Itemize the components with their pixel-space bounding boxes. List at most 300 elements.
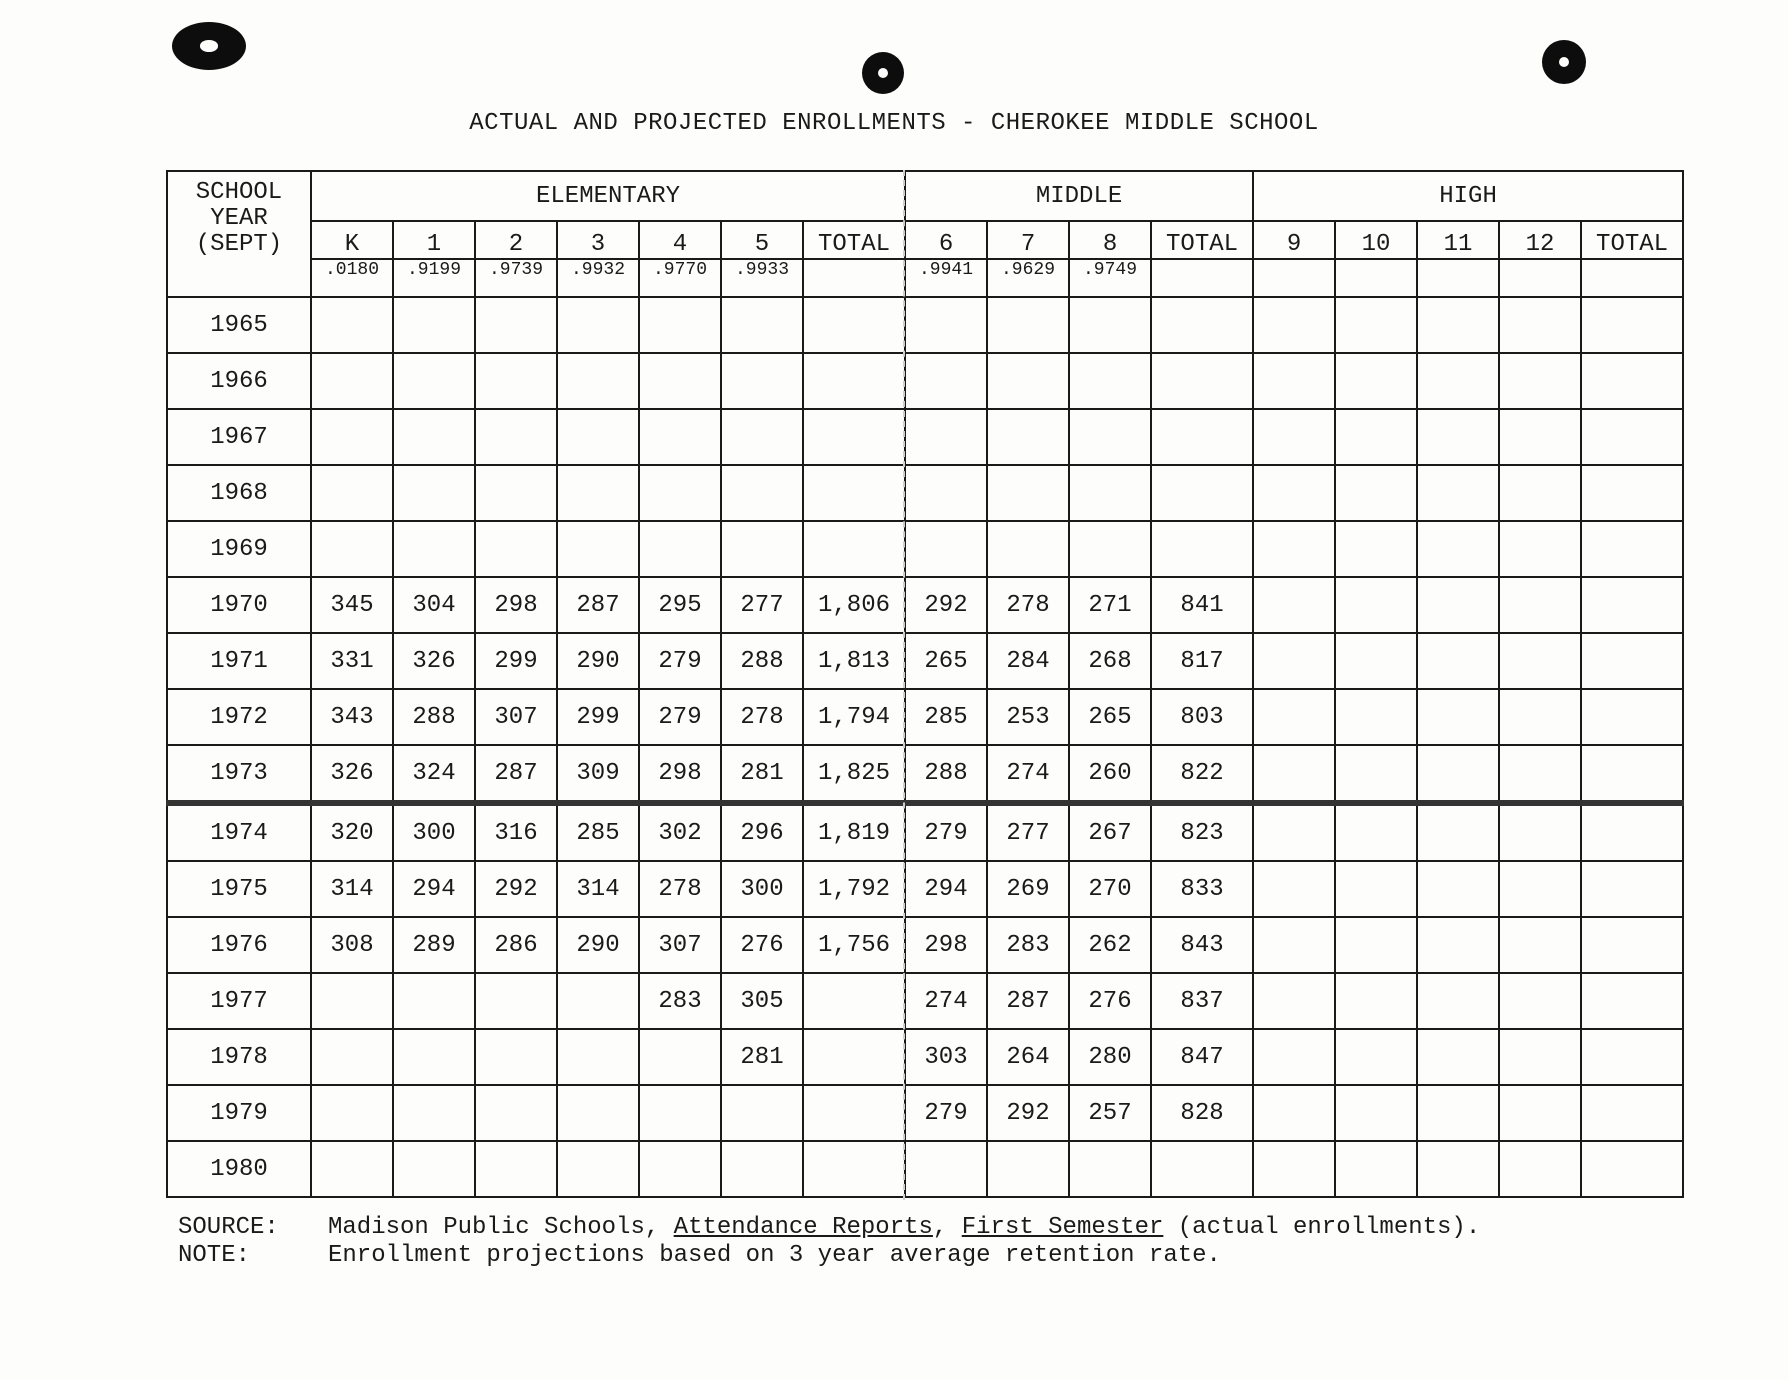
year-cell: 1973 [167,745,311,803]
enrollment-cell: 292 [475,861,557,917]
grade-header: K [311,221,393,259]
enrollment-cell [393,353,475,409]
enrollment-cell [803,973,905,1029]
enrollment-cell [905,297,987,353]
retention-rate: .9739 [475,259,557,297]
enrollment-cell [1253,633,1335,689]
table-row [167,521,1683,577]
enrollment-cell: 803 [1151,689,1253,745]
enrollment-cell: 305 [721,973,803,1029]
table-row [167,917,1683,973]
enrollment-cell [393,465,475,521]
retention-rate: .9770 [639,259,721,297]
year-cell: 1970 [167,577,311,633]
enrollment-cell [987,521,1069,577]
grade-header-row [167,221,1683,259]
enrollment-cell [557,465,639,521]
enrollment-cell [475,521,557,577]
enrollment-cell [803,353,905,409]
table-row [167,353,1683,409]
table-row [167,465,1683,521]
enrollment-cell [721,1141,803,1197]
table-row [167,1029,1683,1085]
enrollment-cell [803,521,905,577]
enrollment-cell: 1,792 [803,861,905,917]
retention-rate [1151,259,1253,297]
enrollment-cell [393,409,475,465]
enrollment-cell [1335,917,1417,973]
grade-header: TOTAL [1581,221,1683,259]
grade-header: 6 [905,221,987,259]
year-cell: 1972 [167,689,311,745]
enrollment-cell [1499,861,1581,917]
enrollment-cell [1581,745,1683,803]
enrollment-cell: 1,756 [803,917,905,973]
enrollment-cell [1417,353,1499,409]
enrollment-cell: 294 [905,861,987,917]
enrollment-cell: 290 [557,917,639,973]
enrollment-cell [639,465,721,521]
enrollment-cell: 277 [987,803,1069,861]
enrollment-cell: 276 [1069,973,1151,1029]
grade-header: 9 [1253,221,1335,259]
enrollment-cell: 299 [475,633,557,689]
enrollment-cell: 326 [393,633,475,689]
enrollment-cell [475,297,557,353]
enrollment-cell: 295 [639,577,721,633]
source-separator: , [932,1214,948,1241]
punch-hole-left [172,22,246,70]
enrollment-cell [987,465,1069,521]
enrollment-cell [1069,521,1151,577]
enrollment-cell [1499,745,1581,803]
enrollment-cell [1335,803,1417,861]
enrollment-cell [1417,577,1499,633]
grade-header: 1 [393,221,475,259]
enrollment-cell [1253,521,1335,577]
enrollment-cell: 841 [1151,577,1253,633]
enrollment-cell [1253,1085,1335,1141]
enrollment-cell [1581,353,1683,409]
enrollment-cell [557,973,639,1029]
enrollment-cell: 285 [905,689,987,745]
source-prefix: Madison Public Schools, [328,1214,660,1241]
enrollment-cell: 265 [905,633,987,689]
retention-rate [803,259,905,297]
table-row [167,409,1683,465]
enrollment-cell: 280 [1069,1029,1151,1085]
group-header-elementary: ELEMENTARY [311,171,905,221]
retention-rate [1253,259,1335,297]
enrollment-cell [1499,577,1581,633]
enrollment-cell: 817 [1151,633,1253,689]
table-row [167,633,1683,689]
retention-rate [1499,259,1581,297]
enrollment-cell: 345 [311,577,393,633]
enrollment-cell [1499,917,1581,973]
enrollment-cell [1253,353,1335,409]
enrollment-cell [1499,803,1581,861]
enrollment-cell [1581,577,1683,633]
enrollment-cell [1335,297,1417,353]
grade-header: 3 [557,221,639,259]
year-cell: 1976 [167,917,311,973]
note-text: Enrollment projections based on 3 year average retention rate. [328,1242,1221,1269]
source-reference-attendance: Attendance Reports [673,1214,933,1241]
enrollment-cell: 298 [905,917,987,973]
enrollment-cell [1069,465,1151,521]
enrollment-cell: 270 [1069,861,1151,917]
enrollment-cell [1417,973,1499,1029]
enrollment-cell: 314 [557,861,639,917]
table-row [167,803,1683,861]
enrollment-cell [1253,409,1335,465]
enrollment-cell: 287 [557,577,639,633]
enrollment-cell [1417,633,1499,689]
enrollment-cell [1581,633,1683,689]
enrollment-cell: 343 [311,689,393,745]
enrollment-cell: 1,825 [803,745,905,803]
enrollment-cell [803,1141,905,1197]
enrollment-cell [1069,409,1151,465]
enrollment-cell: 279 [905,1085,987,1141]
enrollment-cell: 260 [1069,745,1151,803]
grade-header: 5 [721,221,803,259]
year-cell: 1969 [167,521,311,577]
enrollment-cell: 284 [987,633,1069,689]
enrollment-cell [639,1141,721,1197]
enrollment-cell [1335,465,1417,521]
enrollment-cell: 299 [557,689,639,745]
enrollment-cell [1253,861,1335,917]
enrollment-cell [393,1141,475,1197]
retention-rate [1417,259,1499,297]
enrollment-cell [639,409,721,465]
enrollment-cell: 300 [393,803,475,861]
enrollment-cell [557,1141,639,1197]
table-row [167,689,1683,745]
enrollment-cell: 288 [721,633,803,689]
grade-header: 7 [987,221,1069,259]
fold-line [903,170,907,1200]
enrollment-cell [1253,1029,1335,1085]
enrollment-cell [987,1141,1069,1197]
year-cell: 1977 [167,973,311,1029]
enrollment-cell: 307 [475,689,557,745]
enrollment-cell [803,1085,905,1141]
enrollment-cell [475,1029,557,1085]
year-cell: 1966 [167,353,311,409]
enrollment-cell: 264 [987,1029,1069,1085]
enrollment-cell [557,521,639,577]
punch-hole-center [862,52,904,94]
grade-header: 11 [1417,221,1499,259]
enrollment-cell [1253,745,1335,803]
enrollment-cell: 281 [721,745,803,803]
grade-header: TOTAL [1151,221,1253,259]
enrollment-cell [1335,861,1417,917]
source-label: SOURCE: [178,1214,279,1241]
retention-rate: .9629 [987,259,1069,297]
enrollment-cell [393,1029,475,1085]
enrollment-cell: 265 [1069,689,1151,745]
enrollment-cell [311,1029,393,1085]
enrollment-cell [1417,1029,1499,1085]
enrollment-cell: 276 [721,917,803,973]
enrollment-cell [987,353,1069,409]
enrollment-cell: 283 [987,917,1069,973]
enrollment-cell: 279 [905,803,987,861]
source-note [178,1214,1480,1270]
enrollment-cell [1335,521,1417,577]
enrollment-cell: 298 [639,745,721,803]
enrollment-cell [1253,917,1335,973]
enrollment-cell [639,1085,721,1141]
retention-rate [1335,259,1417,297]
enrollment-cell: 298 [475,577,557,633]
enrollment-cell [1581,297,1683,353]
enrollment-cell [1335,1141,1417,1197]
enrollment-cell: 292 [905,577,987,633]
enrollment-cell [1581,861,1683,917]
enrollment-cell [557,1085,639,1141]
table-row [167,745,1683,803]
enrollment-cell [557,353,639,409]
year-cell: 1975 [167,861,311,917]
grade-header: 8 [1069,221,1151,259]
enrollment-cell [311,521,393,577]
enrollment-cell [639,521,721,577]
enrollment-cell: 281 [721,1029,803,1085]
enrollment-cell [1417,745,1499,803]
enrollment-cell: 326 [311,745,393,803]
table-row [167,861,1683,917]
grade-header: 4 [639,221,721,259]
enrollment-cell: 274 [987,745,1069,803]
enrollment-cell: 283 [639,973,721,1029]
enrollment-cell: 292 [987,1085,1069,1141]
enrollment-cell [803,297,905,353]
enrollment-cell: 309 [557,745,639,803]
enrollment-cell [393,521,475,577]
grade-header: 2 [475,221,557,259]
retention-rate [1581,259,1683,297]
enrollment-cell: 304 [393,577,475,633]
enrollment-cell [721,521,803,577]
enrollment-cell [1335,633,1417,689]
group-header-middle: MIDDLE [905,171,1253,221]
enrollment-cell [1151,353,1253,409]
enrollment-cell: 257 [1069,1085,1151,1141]
year-column-header: SCHOOL YEAR (SEPT) [167,171,311,297]
enrollment-cell: 286 [475,917,557,973]
enrollment-cell [721,1085,803,1141]
enrollment-cell [1499,689,1581,745]
enrollment-cell: 828 [1151,1085,1253,1141]
enrollment-cell [475,465,557,521]
enrollment-cell: 262 [1069,917,1151,973]
enrollment-cell: 296 [721,803,803,861]
enrollment-cell [803,1029,905,1085]
enrollment-cell: 1,806 [803,577,905,633]
enrollment-cell: 294 [393,861,475,917]
enrollment-cell: 287 [475,745,557,803]
enrollment-cell [1499,973,1581,1029]
enrollment-cell [721,409,803,465]
enrollment-cell [1417,1141,1499,1197]
enrollment-cell [1581,1085,1683,1141]
enrollment-cell [1151,409,1253,465]
enrollment-cell: 278 [721,689,803,745]
enrollment-cell [475,1085,557,1141]
enrollment-cell [311,1141,393,1197]
enrollment-cell [1581,521,1683,577]
enrollment-cell [1335,577,1417,633]
enrollment-cell [905,521,987,577]
enrollment-cell [1581,917,1683,973]
enrollment-cell: 324 [393,745,475,803]
grade-header: TOTAL [803,221,905,259]
year-cell: 1978 [167,1029,311,1085]
retention-rate: .9932 [557,259,639,297]
enrollment-cell [639,353,721,409]
enrollment-cell [1499,297,1581,353]
enrollment-cell: 308 [311,917,393,973]
enrollment-cell [1581,1029,1683,1085]
enrollment-cell [905,1141,987,1197]
enrollment-cell [1253,1141,1335,1197]
enrollment-cell [803,465,905,521]
enrollment-cell [905,353,987,409]
enrollment-cell: 307 [639,917,721,973]
enrollment-cell [1499,1085,1581,1141]
enrollment-cell: 822 [1151,745,1253,803]
enrollment-cell [1499,465,1581,521]
year-cell: 1965 [167,297,311,353]
enrollment-cell [1151,465,1253,521]
enrollment-cell: 288 [905,745,987,803]
table-row [167,297,1683,353]
enrollment-cell [1069,297,1151,353]
enrollment-cell [475,353,557,409]
enrollment-cell [639,297,721,353]
enrollment-cell [803,409,905,465]
enrollment-cell: 314 [311,861,393,917]
enrollment-cell [1253,803,1335,861]
enrollment-cell [1499,521,1581,577]
group-header-high: HIGH [1253,171,1683,221]
enrollment-cell: 267 [1069,803,1151,861]
enrollment-cell [1253,297,1335,353]
enrollment-cell [311,973,393,1029]
enrollment-cell: 269 [987,861,1069,917]
enrollment-cell: 316 [475,803,557,861]
enrollment-cell [1335,1085,1417,1141]
enrollment-cell: 1,819 [803,803,905,861]
enrollment-cell: 303 [905,1029,987,1085]
enrollment-cell [311,465,393,521]
enrollment-cell [557,1029,639,1085]
enrollment-cell: 277 [721,577,803,633]
enrollment-cell [1581,409,1683,465]
enrollment-cell [311,409,393,465]
enrollment-cell: 278 [639,861,721,917]
enrollment-cell: 287 [987,973,1069,1029]
enrollment-cell [1581,465,1683,521]
table-row [167,973,1683,1029]
enrollment-cell [1335,745,1417,803]
retention-rate-row [167,259,1683,297]
enrollment-cell [987,297,1069,353]
enrollment-cell [1499,409,1581,465]
enrollment-cell: 274 [905,973,987,1029]
enrollment-cell: 278 [987,577,1069,633]
year-cell: 1967 [167,409,311,465]
enrollment-cell [1417,521,1499,577]
year-cell: 1968 [167,465,311,521]
enrollment-cell: 1,813 [803,633,905,689]
enrollment-cell [1417,689,1499,745]
enrollment-cell: 331 [311,633,393,689]
year-cell: 1971 [167,633,311,689]
enrollment-cell [1335,409,1417,465]
group-header-row [167,171,1683,221]
enrollment-cell [1151,1141,1253,1197]
enrollment-cell: 837 [1151,973,1253,1029]
enrollment-cell [1335,973,1417,1029]
enrollment-cell [721,297,803,353]
enrollment-cell [721,353,803,409]
enrollment-cell [1417,297,1499,353]
enrollment-cell: 300 [721,861,803,917]
enrollment-table-body [167,297,1683,1197]
enrollment-cell [1417,917,1499,973]
retention-rate: .9933 [721,259,803,297]
enrollment-cell [1417,465,1499,521]
grade-header: 10 [1335,221,1417,259]
year-cell: 1979 [167,1085,311,1141]
enrollment-cell [1499,1029,1581,1085]
enrollment-cell [311,297,393,353]
enrollment-cell [1581,689,1683,745]
retention-rate: .9749 [1069,259,1151,297]
enrollment-cell: 302 [639,803,721,861]
enrollment-cell [987,409,1069,465]
page-title: ACTUAL AND PROJECTED ENROLLMENTS - CHEROKEE MIDDLE SCHOOL [469,110,1319,137]
enrollment-cell [1253,577,1335,633]
enrollment-cell: 1,794 [803,689,905,745]
enrollment-cell: 285 [557,803,639,861]
enrollment-cell [557,409,639,465]
enrollment-cell [393,297,475,353]
enrollment-cell [1335,353,1417,409]
enrollment-cell: 279 [639,633,721,689]
punch-hole-right [1542,40,1586,84]
enrollment-cell [1417,803,1499,861]
note-label: NOTE: [178,1242,251,1269]
source-suffix: (actual enrollments). [1177,1214,1481,1241]
enrollment-cell [905,409,987,465]
enrollment-cell: 847 [1151,1029,1253,1085]
enrollment-cell [1151,297,1253,353]
retention-rate: .9941 [905,259,987,297]
enrollment-cell [1581,973,1683,1029]
enrollment-cell: 843 [1151,917,1253,973]
enrollment-cell [1253,465,1335,521]
enrollment-cell [721,465,803,521]
enrollment-cell [393,1085,475,1141]
enrollment-cell [1069,1141,1151,1197]
